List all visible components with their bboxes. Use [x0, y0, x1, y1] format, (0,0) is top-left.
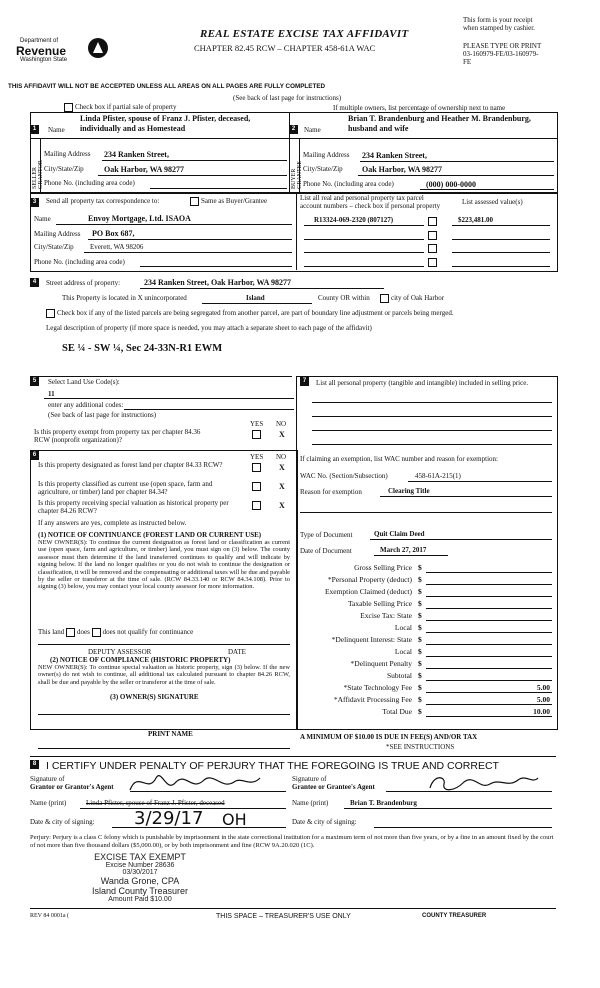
fee-dollar-sign: $ [418, 647, 422, 656]
owner-signature-label: (3) OWNER(S) SIGNATURE [110, 693, 199, 701]
this-land-label: This land [38, 628, 65, 637]
same-as-buyer-label: Same as Buyer/Grantee [201, 197, 268, 206]
buyer-phone-label: Phone No. (including area code) [303, 180, 394, 188]
certify-statement: I CERTIFY UNDER PENALTY OF PERJURY THAT THE FOREGOING IS TRUE AND CORRECT [46, 760, 499, 772]
section-2-badge: 2 [289, 125, 298, 134]
forest-question: Is this property designated as forest land per chapter 84.33 RCW? [38, 461, 223, 469]
seller-name-line1[interactable]: Linda Pfister, spouse of Franz J. Pfister, deceased, [80, 114, 251, 123]
forest-no-mark[interactable]: X [279, 463, 285, 472]
personal-property-checkbox-3[interactable] [428, 244, 437, 253]
fee-row [300, 694, 552, 706]
doc-date[interactable]: March 27, 2017 [380, 546, 427, 554]
historic-yes-checkbox[interactable] [252, 501, 261, 510]
grantee-agent-label: Grantee or Grantee's Agent [292, 783, 375, 791]
notice2-text: NEW OWNER(S): To continue special valuation as historic property, sign (3) below. If the new owner(s) do not wish to continue, all additional tax calculated pursuant to chapter 84.26 RCW, shall be due and payable by the seller or transferor at the time of sale. [38, 664, 290, 686]
fee-row [300, 562, 552, 574]
fee-row [300, 682, 552, 694]
seller-name-label: Name [48, 126, 65, 134]
buyer-mailing-label: Mailing Address [303, 151, 350, 159]
seller-mailing-label: Mailing Address [44, 150, 91, 158]
grantee-date-city-label: Date & city of signing: [292, 818, 357, 826]
fee-row [300, 622, 552, 634]
seller-city[interactable]: Oak Harbor, WA 98277 [104, 165, 185, 174]
s3-city[interactable]: Everett, WA 98206 [90, 243, 144, 251]
grantee-signature[interactable] [424, 770, 542, 798]
fee-label: Exemption Claimed (deduct) [324, 587, 412, 596]
current-use-yes-checkbox[interactable] [252, 482, 261, 491]
page-subtitle: CHAPTER 82.45 RCW – CHAPTER 458-61A WAC [194, 43, 376, 53]
same-as-buyer-checkbox[interactable] [190, 197, 199, 206]
land-use-code[interactable]: 11 [48, 390, 55, 398]
grantee-sig-label: Signature of [292, 775, 327, 783]
fee-dollar-sign: $ [418, 563, 422, 572]
s5-see-back: (See back of last page for instructions) [48, 411, 157, 419]
city-check[interactable] [380, 294, 444, 303]
fee-label: Local [394, 647, 412, 656]
notice2-title: (2) NOTICE OF COMPLIANCE (HISTORIC PROPERTY) [50, 656, 231, 664]
seller-name-line2[interactable]: individually and as Homestead [80, 124, 186, 133]
buyer-name-line1[interactable]: Brian T. Brandenburg and Heather M. Brandenburg, [348, 114, 531, 123]
page-title: REAL ESTATE EXCISE TAX AFFIDAVIT [200, 28, 409, 40]
current-use-question: Is this property classified as current use (open space, farm and agriculture, or timber) land per chapter 84.34? [38, 480, 213, 496]
forest-yes-checkbox[interactable] [252, 463, 261, 472]
multiple-owners-note: If multiple owners, list percentage of ownership next to name [333, 104, 506, 112]
partial-sale-checkbox[interactable] [64, 103, 73, 112]
see-back-note: (See back of last page for instructions) [233, 94, 342, 102]
does-label: does [77, 628, 90, 637]
segregation-checkbox[interactable] [46, 309, 55, 318]
section-7-badge: 7 [300, 377, 309, 386]
grantee-name-print-label: Name (print) [292, 799, 329, 807]
s5-yes-header: YES [250, 420, 264, 428]
logo-line1: Department of [20, 38, 59, 44]
dor-emblem-icon [86, 36, 110, 60]
s3-name-label: Name [34, 215, 51, 223]
partial-sale-check[interactable] [64, 103, 176, 112]
s3-phone-label: Phone No. (including area code) [34, 258, 125, 266]
fee-label: *Delinquent Penalty [350, 659, 412, 668]
dor-logo [8, 36, 118, 68]
doc-type-label: Type of Document [300, 531, 353, 539]
fee-dollar-sign: $ [418, 671, 422, 680]
seller-mailing[interactable]: 234 Ranken Street, [104, 150, 169, 159]
s6-no-header: NO [276, 453, 287, 461]
personal-property-checkbox-4[interactable] [428, 258, 437, 267]
partial-sale-label: Check box if partial sale of property [75, 103, 177, 112]
stamp-line3: 03/30/2017 [122, 869, 158, 876]
if-yes-note: If any answers are yes, complete as instructed below. [38, 519, 187, 527]
county-name[interactable]: Island [246, 294, 265, 302]
form-number: REV 84 0001a ( [30, 913, 70, 919]
fee-row [300, 634, 552, 646]
same-as-buyer-check[interactable] [190, 197, 267, 206]
historic-question: Is this property receiving special valuation as historical property per chapter 84.26 RCW? [38, 499, 229, 515]
fee-label: *Personal Property (deduct) [327, 575, 412, 584]
fee-value[interactable]: 5.00 [536, 683, 550, 692]
fee-dollar-sign: $ [418, 683, 422, 692]
print-name-label: PRINT NAME [148, 730, 193, 738]
exempt-yes-checkbox[interactable] [252, 430, 261, 439]
seller-phone-label: Phone No. (including area code) [44, 179, 135, 187]
segregation-check[interactable] [46, 309, 454, 318]
street-label: Street address of property: [46, 279, 121, 287]
street-address[interactable]: 234 Ranken Street, Oak Harbor, WA 98277 [144, 278, 291, 287]
logo-line2: Revenue [16, 44, 67, 58]
fee-table [300, 562, 552, 718]
grantor-name-print-label: Name (print) [30, 799, 67, 807]
grantor-signature[interactable] [126, 768, 266, 798]
fee-row [300, 598, 552, 610]
treasurer-only-label: THIS SPACE – TREASURER'S USE ONLY [216, 913, 351, 920]
fee-dollar-sign: $ [418, 599, 422, 608]
grantor-name-print[interactable]: Linda Pfister, spouse of Franz J. Pfister, deceased [86, 799, 225, 807]
warning-text: THIS AFFIDAVIT WILL NOT BE ACCEPTED UNLESS ALL AREAS ON ALL PAGES ARE FULLY COMPLETED [8, 83, 326, 90]
doc-date-label: Date of Document [300, 547, 352, 555]
see-instructions: *SEE INSTRUCTIONS [386, 743, 455, 751]
s5-no-header: NO [276, 420, 287, 428]
county-treasurer-label: COUNTY TREASURER [422, 913, 487, 919]
fee-dollar-sign: $ [418, 659, 422, 668]
fee-label: Gross Selling Price [354, 563, 412, 572]
wac-label: WAC No. (Section/Subsection) [300, 472, 388, 480]
fee-dollar-sign: $ [418, 575, 422, 584]
reason-label: Reason for exemption [300, 488, 362, 496]
section-5-badge: 5 [30, 377, 39, 386]
stamp-line4: Wanda Grone, CPA [100, 876, 180, 886]
does-checkbox[interactable] [66, 628, 75, 637]
seller-side-label: SELLER GRANTOR [32, 160, 44, 189]
fee-value[interactable]: 10.00 [533, 707, 550, 716]
fee-label: Taxable Selling Price [347, 599, 412, 608]
notice1-text: NEW OWNER(S): To continue the current designation as forest land or classification as current use (open space, farm and agriculture, or timber) land, you must sign on (3) below. The county assessor must then determine if the land transferred continues to qualify and will indicate by signing below. If the land no longer qualifies or you do not wish to continue the designation or classification, it will be removed and the compensating or additional taxes will be due and payable by the seller or transferor at the time of sale. (RCW 84.33.140 or RCW 84.34.108). Prior to signing (3) below, you may contact your local county assessor for more information. [38, 539, 290, 591]
fee-row [300, 574, 552, 586]
section-4-badge: 4 [30, 278, 39, 287]
date-label: DATE [228, 648, 246, 656]
stamp-line5: Island County Treasurer [91, 886, 189, 896]
personal-property-label: List all personal property (tangible and intangible) included in selling price. [316, 379, 529, 387]
wac-number[interactable]: 458-61A-215(1) [415, 472, 461, 480]
stamp-line1: EXCISE TAX EXEMPT [94, 852, 186, 862]
fee-dollar-sign: $ [418, 635, 422, 644]
fee-dollar-sign: $ [418, 707, 422, 716]
receipt-note-2: when stamped by cashier. [463, 24, 535, 32]
stamp-line2: Excise Number 28636 [105, 862, 175, 869]
print-note: PLEASE TYPE OR PRINT [463, 42, 542, 50]
fee-dollar-sign: $ [418, 623, 422, 632]
s3-name[interactable]: Envoy Mortgage, Ltd. ISAOA [88, 214, 191, 223]
fee-label: *Delinquent Interest: State [331, 635, 412, 644]
seller-city-label: City/State/Zip [44, 165, 84, 173]
fee-dollar-sign: $ [418, 611, 422, 620]
section-3-label: Send all property tax correspondence to: [46, 197, 160, 205]
historic-no-mark[interactable]: X [279, 501, 285, 510]
buyer-side-label: BUYER GRANTEE [291, 161, 303, 189]
buyer-name-label: Name [304, 126, 321, 134]
s6-yes-header: YES [250, 453, 264, 461]
minimum-note: A MINIMUM OF $10.00 IS DUE IN FEE(S) AND/OR TAX [300, 733, 478, 741]
personal-property-checkbox-1[interactable] [428, 217, 437, 226]
segregation-label: Check box if any of the listed parcels are being segregated from another parcel, are part of boundary line adjustment or parcels being merged. [57, 309, 454, 318]
notice1-title: (1) NOTICE OF CONTINUANCE (FOREST LAND OR CURRENT USE) [38, 531, 262, 539]
doc-number-2: FE [463, 58, 472, 66]
continuance-check[interactable] [38, 628, 193, 637]
current-use-no-mark[interactable]: X [279, 482, 285, 491]
excise-stamp [70, 852, 210, 903]
doc-type[interactable]: Quit Claim Deed [374, 530, 425, 538]
fee-label: Subtotal [386, 671, 412, 680]
legal-label: Legal description of property (if more space is needed, you may attach a separate sheet to each page of the affidavit) [46, 324, 372, 332]
fee-label: *Affidavit Processing Fee [333, 695, 412, 704]
section-8-badge: 8 [30, 760, 39, 769]
fee-label: Local [394, 623, 412, 632]
deputy-assessor-label: DEPUTY ASSESSOR [88, 648, 152, 656]
stamp-line6: Amount Paid $10.00 [108, 896, 172, 903]
section-6-badge: 6 [30, 451, 39, 460]
county-label: County OR within [318, 294, 370, 302]
buyer-city[interactable]: Oak Harbor, WA 98277 [362, 165, 443, 174]
fee-dollar-sign: $ [418, 695, 422, 704]
does-not-label: does not qualify for continuance [102, 628, 194, 637]
receipt-note-1: This form is your receipt [463, 16, 533, 24]
perjury-statement: Perjury: Perjury is a class C felony which is punishable by imprisonment in the state correctional institution for a maximum term of not more than five years, or by a fine in an amount fixed by the court of not more than five thousand dollars ($5,000.00), or by both imprisonment and fine (RCW 9A.20.020 (1C). [30, 834, 554, 849]
land-use-label: Select Land Use Code(s): [48, 378, 120, 386]
exemption-label: If claiming an exemption, list WAC number and reason for exemption: [300, 455, 498, 463]
buyer-phone[interactable]: (000) 000-0000 [426, 180, 476, 189]
buyer-name-line2[interactable]: husband and wife [348, 124, 409, 133]
parcel-header: List all real and personal property tax parcel account numbers – check box if personal property [300, 194, 441, 210]
fee-row [300, 586, 552, 598]
fee-row [300, 706, 552, 718]
grantor-sig-label: Signature of [30, 775, 65, 783]
fee-row [300, 646, 552, 658]
s3-city-label: City/State/Zip [34, 243, 74, 251]
fee-row [300, 658, 552, 670]
fee-value[interactable]: 5.00 [536, 695, 550, 704]
city-checkbox[interactable] [380, 294, 389, 303]
reason-value[interactable]: Clearing Title [388, 487, 430, 495]
fee-label: *State Technology Fee [343, 683, 412, 692]
exempt-question: Is this property exempt from property tax per chapter 84.36 RCW (nonprofit organization)? [34, 428, 201, 444]
buyer-city-label: City/State/Zip [303, 165, 343, 173]
fee-row [300, 670, 552, 682]
exempt-no-mark[interactable]: X [279, 430, 285, 439]
grantor-agent-label: Grantor or Grantor's Agent [30, 783, 114, 791]
additional-codes-label: enter any additional codes: [48, 401, 124, 409]
buyer-mailing[interactable]: 234 Ranken Street, [362, 151, 427, 160]
parcel-number[interactable]: R13324-069-2320 (807127) [314, 216, 394, 224]
does-not-checkbox[interactable] [92, 628, 101, 637]
grantor-signed-date[interactable]: 3/29/17 [134, 808, 204, 829]
fee-row [300, 610, 552, 622]
city-label: city of Oak Harbor [391, 294, 445, 303]
legal-description[interactable]: SE ¼ - SW ¼, Sec 24-33N-R1 EWM [62, 343, 223, 354]
located-label: This Property is located in X unincorporated [62, 294, 187, 302]
personal-property-checkbox-2[interactable] [428, 231, 437, 240]
fee-dollar-sign: $ [418, 587, 422, 596]
assessed-value[interactable]: $223,481.00 [458, 216, 493, 224]
assessed-header: List assessed value(s) [462, 198, 523, 206]
grantor-signed-city[interactable]: OH [222, 810, 247, 829]
logo-line3: Washington State [20, 57, 68, 63]
grantee-name-print[interactable]: Brian T. Brandenburg [350, 799, 417, 807]
grantor-date-city-label: Date & city of signing: [30, 818, 95, 826]
fee-label: Excise Tax: State [360, 611, 412, 620]
doc-number-1: 03-160979-FE/03-160979- [463, 50, 539, 58]
s3-mailing[interactable]: PO Box 687, [92, 229, 135, 238]
section-1-badge: 1 [30, 125, 39, 134]
fee-label: Total Due [382, 707, 412, 716]
s3-mailing-label: Mailing Address [34, 230, 81, 238]
section-3-badge: 3 [30, 198, 39, 207]
